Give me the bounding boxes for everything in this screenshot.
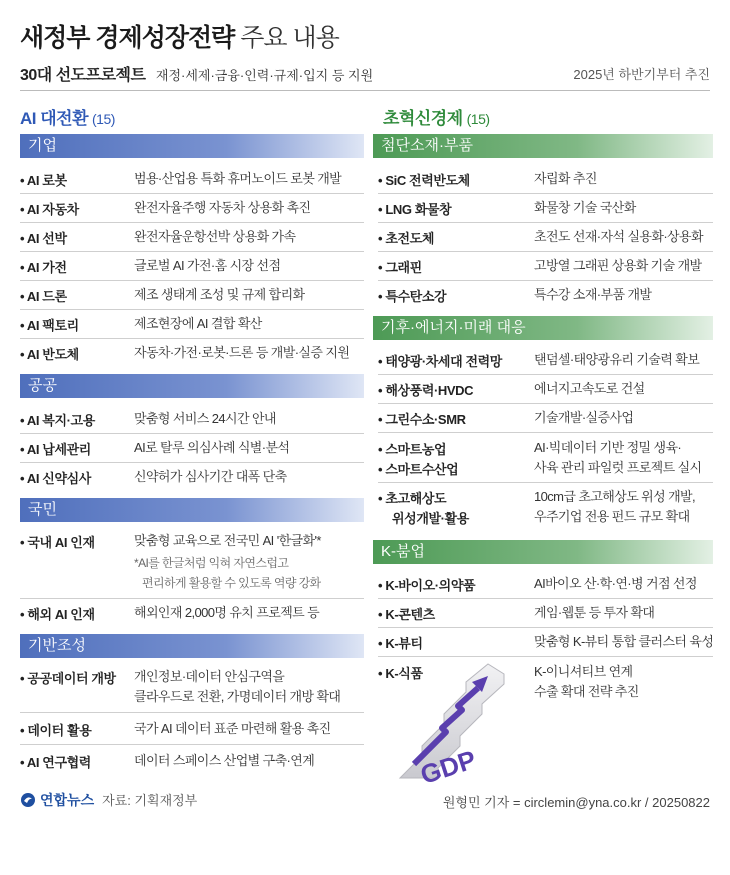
item-desc: 범용·산업용 특화 휴머노이드 로봇 개발: [134, 171, 342, 186]
item-name: 위성개발·활용: [392, 511, 469, 526]
divider: [378, 222, 713, 223]
item-desc: 수출 확대 전략 추진: [534, 684, 639, 699]
item-name: • 해상풍력·HVDC: [378, 383, 474, 398]
item-desc: AI로 탈루 의심사례 식별·분석: [134, 440, 290, 455]
divider: [20, 744, 364, 745]
item-desc: 데이터 스페이스 산업별 구축·연계: [134, 753, 315, 768]
item-desc: 개인정보·데이터 안심구역을: [134, 669, 285, 684]
item-name: • AI 가전: [20, 260, 67, 275]
right-column-title: [383, 104, 490, 129]
item-desc: 해외인재 2,000명 유치 프로젝트 등: [134, 605, 320, 620]
item-name: • 그래핀: [378, 260, 422, 275]
gdp-label: GDP: [416, 744, 480, 790]
item-desc: 글로벌 AI 가전·홈 시장 선점: [134, 258, 281, 273]
item-desc: 우주기업 전용 펀드 규모 확대: [534, 509, 690, 524]
item-name: • 공공데이터 개방: [20, 671, 116, 686]
subtitle-rest: 재정·세제·금융·인력·규제·입지 등 지원: [155, 68, 374, 83]
divider: [20, 280, 364, 281]
right-title-count: (15): [466, 111, 490, 127]
item-name: • K-콘텐츠: [378, 607, 435, 622]
divider: [20, 309, 364, 310]
item-name: • AI 신약심사: [20, 471, 91, 486]
band-infrastructure: 기반조성: [20, 634, 364, 658]
band-k-boomup: K-붐업: [373, 540, 713, 564]
divider: [378, 403, 713, 404]
divider: [378, 251, 713, 252]
item-name: • AI 납세관리: [20, 442, 91, 457]
left-column-title: [20, 104, 115, 129]
divider: [20, 193, 364, 194]
item-desc: 국가 AI 데이터 표준 마련해 활용 촉진: [134, 721, 331, 736]
item-desc: AI·빅데이터 기반 정밀 생육·: [534, 440, 682, 455]
band-climate-energy: 기후·에너지·미래 대응: [373, 316, 713, 340]
divider: [378, 374, 713, 375]
title-rest: 주요 내용: [240, 24, 339, 52]
period-label: 2025년 하반기부터 추진: [573, 67, 710, 82]
item-desc: 자동차·가전·로봇·드론 등 개발·실증 지원: [134, 345, 350, 360]
item-desc: 화물창 기술 국산화: [534, 200, 636, 215]
item-desc: 맞춤형 서비스 24시간 안내: [134, 411, 276, 426]
item-desc: 클라우드로 전환, 가명데이터 개방 확대: [134, 689, 341, 704]
subtitle-bold: 30대 선도프로젝트: [20, 67, 146, 84]
source-label: 자료: 기획재정부: [102, 793, 198, 808]
item-desc: 자립화 추진: [534, 171, 597, 186]
divider: [20, 251, 364, 252]
divider: [20, 712, 364, 713]
divider: [20, 433, 364, 434]
divider: [20, 222, 364, 223]
item-name: • AI 복지·고용: [20, 413, 95, 428]
item-desc: 초전도 선재·자석 실용화·상용화: [534, 229, 703, 244]
item-desc: 맞춤형 교육으로 전국민 AI '한글화'*: [134, 533, 321, 548]
left-title-count: (15): [92, 111, 115, 127]
header-divider: [20, 90, 710, 91]
divider: [378, 598, 713, 599]
item-desc: 고방열 그래핀 상용화 기술 개발: [534, 258, 702, 273]
item-desc: 완전자율운항선박 상용화 가속: [134, 229, 296, 244]
item-name: • 국내 AI 인재: [20, 535, 95, 550]
item-name: • AI 반도체: [20, 347, 79, 362]
item-desc: AI바이오 산·학·연·병 거점 선정: [534, 576, 697, 591]
item-name: • K-뷰티: [378, 636, 423, 651]
item-desc: 게임·웹툰 등 투자 확대: [534, 605, 655, 620]
item-desc: 신약허가 심사기간 대폭 단축: [134, 469, 287, 484]
item-name: • AI 로봇: [20, 173, 67, 188]
item-name: • 스마트수산업: [378, 462, 459, 477]
item-name: • AI 자동차: [20, 202, 79, 217]
divider: [20, 462, 364, 463]
item-desc: 기술개발·실증사업: [534, 410, 634, 425]
item-name: • AI 드론: [20, 289, 67, 304]
item-desc: 제조현장에 AI 결합 확산: [134, 316, 262, 331]
divider: [378, 280, 713, 281]
item-name: • 특수탄소강: [378, 289, 447, 304]
item-name: • 해외 AI 인재: [20, 607, 95, 622]
band-enterprise: 기업: [20, 134, 364, 158]
credit-line: 원형민 기자 = circlemin@yna.co.kr / 20250822: [442, 795, 710, 810]
footer-source: [20, 790, 197, 810]
item-desc: 10cm급 초고해상도 위성 개발,: [534, 489, 696, 504]
item-desc: K-이니셔티브 연계: [534, 664, 633, 679]
divider: [378, 627, 713, 628]
item-name: • LNG 화물창: [378, 202, 452, 217]
gdp-growth-illustration: [392, 660, 512, 790]
item-name: • AI 선박: [20, 231, 67, 246]
yonhap-logo-icon: [20, 792, 36, 808]
item-name: • AI 팩토리: [20, 318, 79, 333]
divider: [378, 482, 713, 483]
divider: [20, 338, 364, 339]
item-name: • 데이터 활용: [20, 723, 92, 738]
item-desc: 특수강 소재·부품 개발: [534, 287, 652, 302]
item-name: • K-식품: [378, 666, 423, 681]
brand-name: 연합뉴스: [40, 792, 95, 808]
item-name: • 초고해상도: [378, 491, 447, 506]
item-note: *AI를 한글처럼 익혀 자연스럽고: [134, 556, 289, 570]
item-name: • 그린수소·SMR: [378, 412, 466, 427]
band-advanced-materials: 첨단소재·부품: [373, 134, 713, 158]
item-name: • 초전도체: [378, 231, 434, 246]
item-desc: 사육 관리 파일럿 프로젝트 실시: [534, 460, 702, 475]
item-name: • SiC 전력반도체: [378, 173, 470, 188]
divider: [378, 656, 713, 657]
band-public: 공공: [20, 374, 364, 398]
right-title-text: 초혁신경제: [383, 109, 463, 128]
title-bold: 새정부 경제성장전략: [20, 24, 235, 52]
item-desc: 완전자율주행 자동차 상용화 촉진: [134, 200, 311, 215]
item-note: 편리하게 활용할 수 있도록 역량 강화: [142, 576, 321, 590]
divider: [20, 598, 364, 599]
page-title: [20, 18, 339, 54]
item-name: • 스마트농업: [378, 442, 447, 457]
item-name: • K-바이오·의약품: [378, 578, 476, 593]
subtitle: [20, 62, 373, 85]
item-desc: 탠덤셀·태양광유리 기술력 확보: [534, 352, 700, 367]
item-name: • AI 연구협력: [20, 755, 91, 770]
divider: [378, 432, 713, 433]
item-desc: 에너지고속도로 건설: [534, 381, 645, 396]
item-desc: 제조 생태계 조성 및 규제 합리화: [134, 287, 305, 302]
divider: [378, 193, 713, 194]
band-citizens: 국민: [20, 498, 364, 522]
item-name: • 태양광·차세대 전력망: [378, 354, 502, 369]
item-desc: 맞춤형 K-뷰티 통합 클러스터 육성: [534, 634, 714, 649]
left-title-text: AI 대전환: [20, 109, 88, 128]
